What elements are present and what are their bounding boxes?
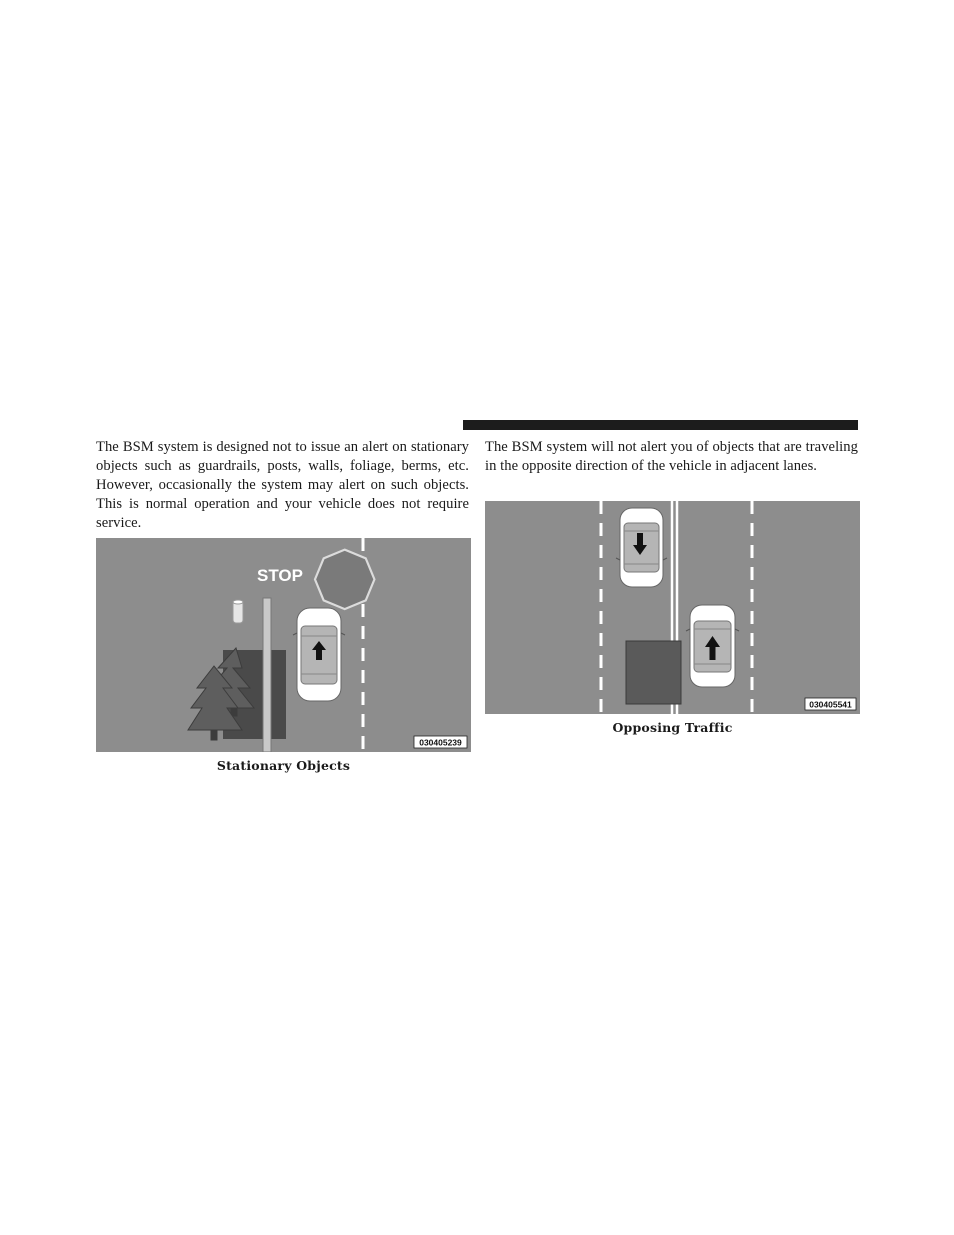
vehicle-icon [686,605,739,687]
stationary-objects-paragraph: The BSM system is designed not to issue an alert on stationary objects such as guardrails, posts, walls, foliage, berms, etc. However, occasionally the system may alert on such objects. This is normal operation and your vehicle does not require service. [96,439,469,531]
oncoming-vehicle-icon [616,508,667,587]
stop-sign-text: STOP [257,566,303,585]
figure-caption: Stationary Objects [216,758,351,773]
vehicle-icon [293,608,345,701]
image-code-label: 030405541 [809,699,852,710]
bollard-icon [233,600,243,623]
opposing-traffic-illustration [485,501,860,714]
opposing-traffic-paragraph: The BSM system will not alert you of objects that are traveling in the opposite direction of the vehicle in adjacent lanes. [485,439,858,474]
image-code-label: 030405239 [419,737,462,748]
figure-caption: Opposing Traffic [612,720,733,735]
stationary-box [626,641,681,704]
stationary-objects-illustration [96,538,471,752]
sign-post [263,598,271,752]
section-header-bar [463,420,858,430]
